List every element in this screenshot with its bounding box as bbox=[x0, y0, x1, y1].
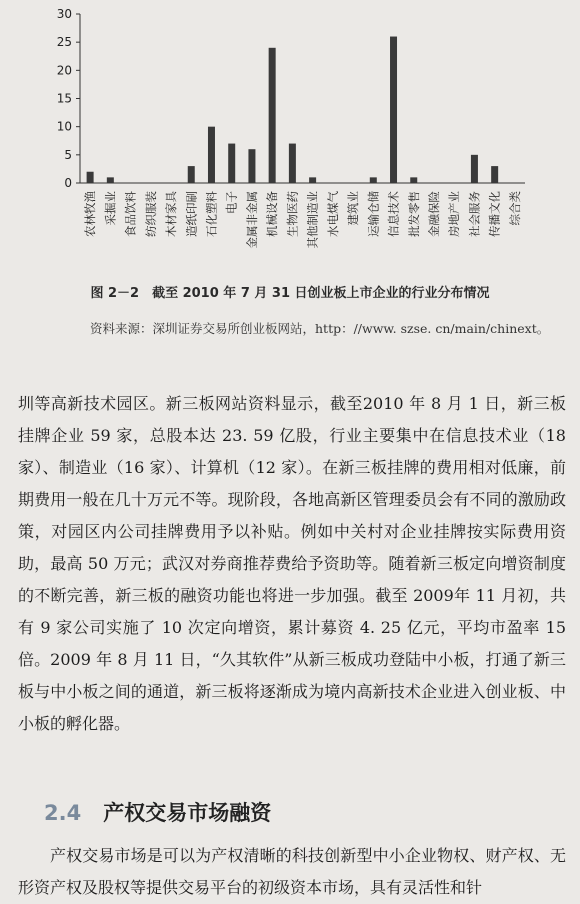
bar bbox=[289, 144, 296, 183]
x-tick-label: 农林牧渔 bbox=[83, 191, 98, 237]
x-tick-label: 运输仓储 bbox=[366, 191, 381, 237]
bar bbox=[208, 127, 215, 183]
x-tick-label: 机械设备 bbox=[265, 191, 280, 237]
bar bbox=[309, 177, 316, 183]
x-tick-label: 石化塑料 bbox=[204, 191, 219, 237]
bar bbox=[248, 149, 255, 183]
x-tick-label: 社会服务 bbox=[467, 191, 482, 237]
x-tick-label: 其他制造业 bbox=[305, 191, 320, 249]
bar bbox=[87, 172, 94, 183]
x-tick-label: 传播文化 bbox=[487, 191, 502, 237]
x-tick-label: 食品饮料 bbox=[123, 191, 138, 237]
x-tick-label: 生物医药 bbox=[285, 191, 300, 237]
body-paragraph: 圳等高新技术园区。新三板网站资料显示，截至2010 年 8 月 1 日，新三板挂牌企业 59 家，总股本达 23. 59 亿股，行业主要集中在信息技术业（18 家）、制造业（16 家）、计算机（12 家）。在新三板挂牌的费用相对低廉，前期费用一般在几十万元不等。现阶段，各地高新区管理委员会有不同的激励政策，对园区内公司挂牌费用予以补贴。例如中关村对企业挂牌按实际费用资助，最高 50 万元；武汉对券商推荐费给予资助等。随着新三板定向增资制度的不断完善，新三板的融资功能也将进一步加强。截至 2009年 11 月初，共有 9 家公司实施了 10 次定向增资，累计募资 4. 25 亿元，平均市盈率 15 倍。2009 年 8 月 11 日，“久其软件”从新三板成功登陆中小板，打通了新三板与中小板之间的通道，新三板将逐渐成为境内高新技术企业进入创业板、中小板的孵化器。 bbox=[18, 394, 566, 733]
bar bbox=[491, 166, 498, 183]
y-tick-label: 5 bbox=[64, 147, 72, 162]
section-number: 2.4 bbox=[44, 801, 82, 825]
y-tick-label: 20 bbox=[56, 63, 72, 78]
section-heading bbox=[44, 797, 271, 827]
bar bbox=[188, 166, 195, 183]
y-tick-label: 10 bbox=[56, 119, 72, 134]
y-tick-label: 15 bbox=[56, 91, 72, 106]
figure-source-note: 资料来源：深圳证券交易所创业板网站，http：//www. szse. cn/main/chinext。 bbox=[90, 321, 550, 336]
bar bbox=[370, 177, 377, 183]
section-title: 产权交易市场融资 bbox=[103, 801, 272, 825]
x-tick-label: 房地产业 bbox=[447, 191, 462, 237]
bar bbox=[390, 37, 397, 183]
y-tick-label: 30 bbox=[56, 7, 72, 21]
bar bbox=[471, 155, 478, 183]
bar bbox=[410, 177, 417, 183]
x-tick-label: 综合类 bbox=[507, 191, 522, 226]
paragraph-2: 产权交易市场是可以为产权清晰的科技创新型中小企业物权、财产权、无形资产权及股权等提供交易平台的初级资本市场，具有灵活性和针 bbox=[18, 846, 566, 897]
y-tick-label: 25 bbox=[56, 35, 72, 50]
x-tick-label: 信息技术 bbox=[386, 191, 401, 237]
bar bbox=[228, 144, 235, 183]
x-tick-label: 造纸印刷 bbox=[184, 191, 199, 237]
industry-bar-chart bbox=[0, 0, 580, 280]
y-tick-label: 0 bbox=[64, 176, 72, 190]
x-tick-label: 电子 bbox=[224, 191, 239, 214]
x-tick-label: 采掘业 bbox=[103, 191, 118, 226]
x-tick-label: 金属非金属 bbox=[244, 191, 259, 249]
bar bbox=[269, 48, 276, 183]
x-tick-label: 金融保险 bbox=[426, 191, 441, 237]
x-tick-label: 木材家具 bbox=[164, 191, 179, 237]
x-tick-label: 批发零售 bbox=[406, 191, 421, 237]
x-tick-label: 建筑业 bbox=[346, 191, 361, 226]
bar bbox=[107, 177, 114, 183]
x-tick-label: 水电煤气 bbox=[325, 191, 340, 237]
x-tick-label: 纺织服装 bbox=[143, 191, 158, 237]
figure-caption: 图 2－2 截至 2010 年 7 月 31 日创业板上市企业的行业分布情况 bbox=[90, 286, 490, 301]
